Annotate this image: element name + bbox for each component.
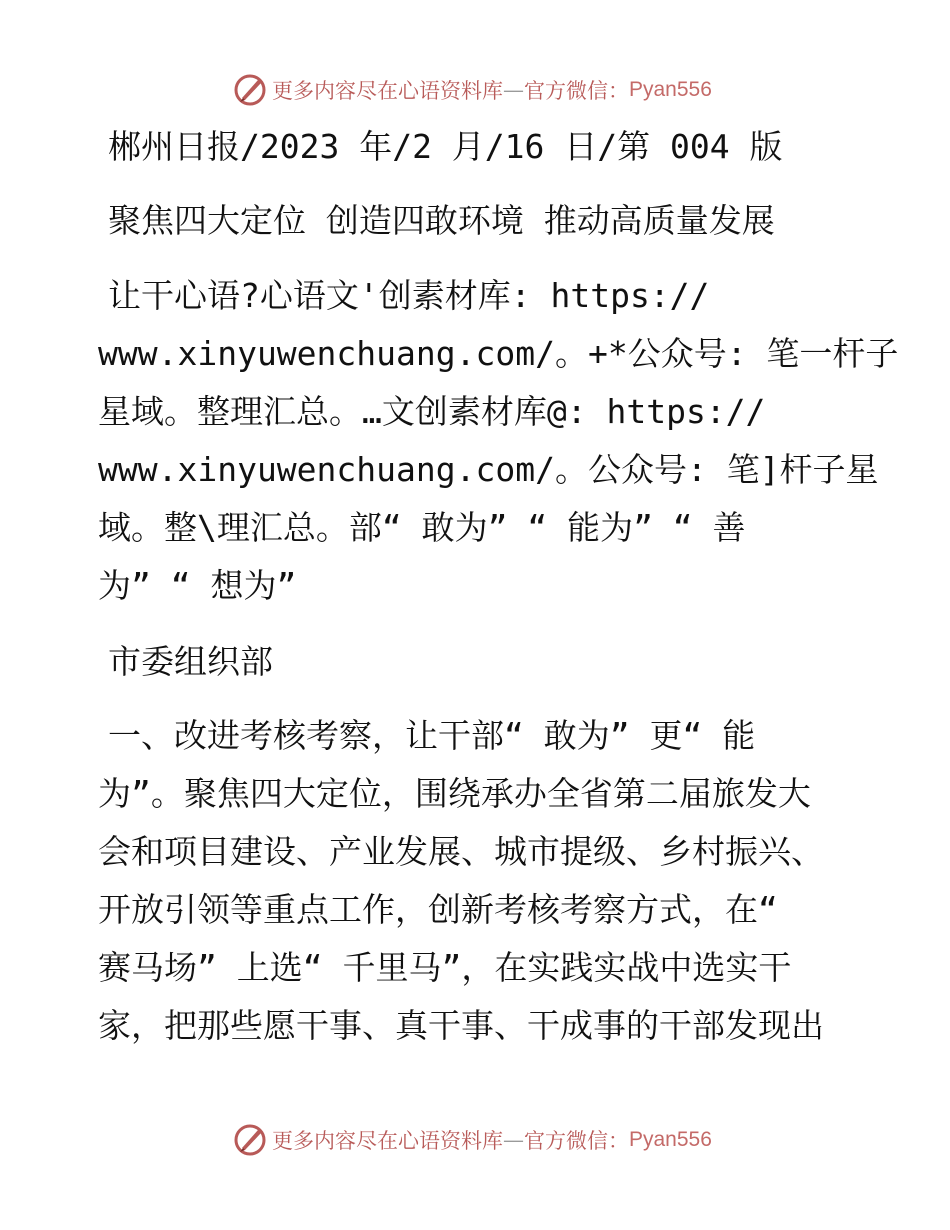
watermark-text: 更多内容尽在心语资料库 — [272, 1129, 503, 1153]
quill-pen-logo-icon — [232, 72, 268, 108]
watermark-wechat-id: Pyan556 — [629, 1128, 712, 1151]
source-line: 郴州日报/2023 年/2 月/16 日/第 004 版 — [108, 127, 783, 166]
body-line: 为”。聚焦四大定位，围绕承办全省第二届旅发大 — [98, 774, 811, 813]
text-line: 让干心语?心语文'创素材库: https:// — [108, 276, 710, 315]
watermark-separator: — — [503, 1128, 524, 1152]
body-line: 家，把那些愿干事、真干事、干成事的干部发现出 — [98, 1006, 824, 1045]
headline: 聚焦四大定位 创造四敢环境 推动高质量发展 — [108, 201, 775, 240]
text-line: 域。整\理汇总。部“ 敢为” “ 能为” “ 善 — [98, 508, 746, 547]
watermark-separator: — — [503, 78, 524, 102]
watermark-suffix: 官方微信： — [524, 1129, 629, 1153]
text-line: 为” “ 想为” — [98, 566, 297, 605]
watermark-text: 更多内容尽在心语资料库 — [272, 79, 503, 103]
watermark-wechat-id: Pyan556 — [629, 78, 712, 101]
quill-pen-logo-icon — [232, 1122, 268, 1158]
watermark-header — [232, 70, 712, 110]
watermark-footer — [232, 1120, 712, 1160]
text-line: www.xinyuwenchuang.com/。+*公众号: 笔一杆子 — [98, 334, 899, 373]
author-line: 市委组织部 — [108, 642, 273, 681]
text-line: www.xinyuwenchuang.com/。公众号: 笔]杆子星 — [98, 450, 879, 489]
text-line: 星域。整理汇总。…文创素材库@: https:// — [98, 392, 766, 431]
body-line: 一、改进考核考察，让干部“ 敢为” 更“ 能 — [108, 716, 756, 755]
body-line: 开放引领等重点工作，创新考核考察方式，在“ — [98, 890, 778, 929]
watermark-suffix: 官方微信： — [524, 79, 629, 103]
body-line: 赛马场” 上选“ 千里马”，在实践实战中选实干 — [98, 948, 792, 987]
body-line: 会和项目建设、产业发展、城市提级、乡村振兴、 — [98, 832, 824, 871]
